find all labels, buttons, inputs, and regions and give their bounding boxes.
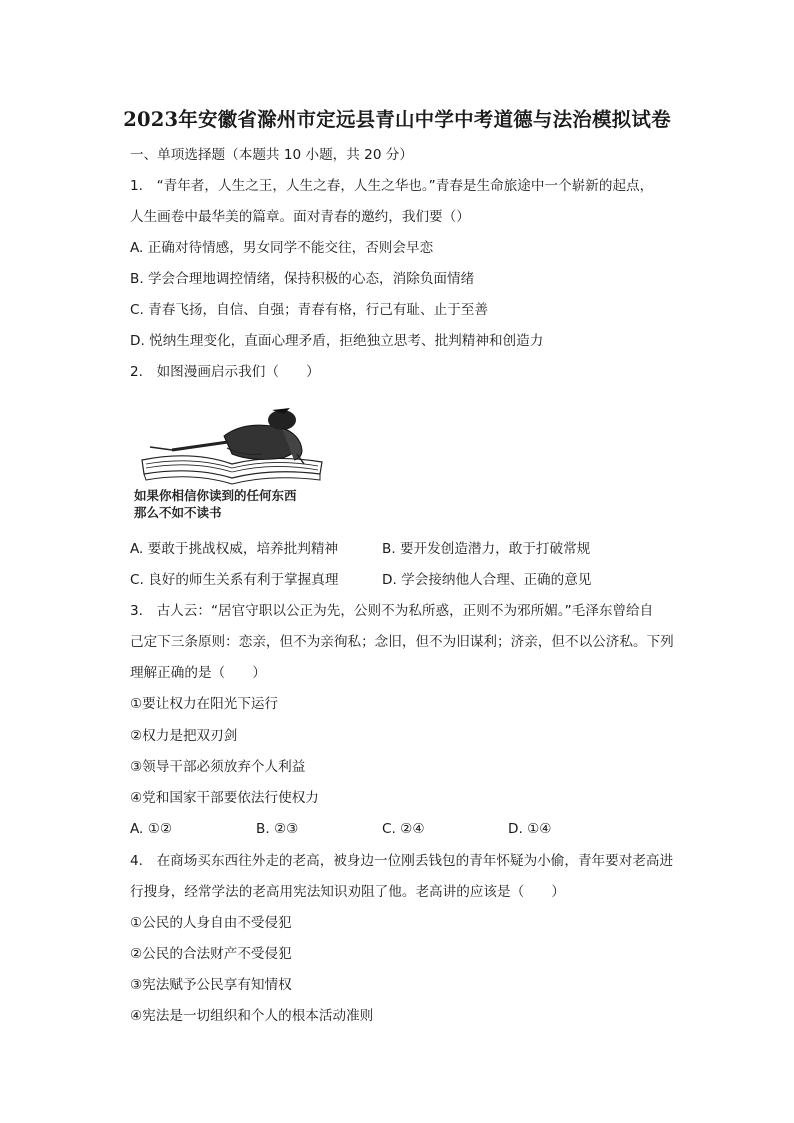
q3-statement-3: ③领导干部必须放弃个人利益	[130, 759, 306, 775]
exam-title: 2023年安徽省滁州市定远县青山中学中考道德与法治模拟试卷	[123, 108, 671, 131]
q2-option-d: D. 学会接纳他人合理、正确的意见	[382, 572, 592, 588]
q3-option-a: A. ①②	[130, 821, 173, 837]
q4-stem-line2: 行搜身，经常学法的老高用宪法知识劝阻了他。老高讲的应该是（ ）	[130, 884, 565, 900]
q3-option-c: C. ②④	[382, 821, 425, 837]
q3-stem-line1: 3. 古人云：“居官守职以公正为先，公则不为私所惑，正则不为邪所媚。”毛泽东曾给自	[130, 603, 654, 619]
q1-option-a: A. 正确对待情感，男女同学不能交往，否则会早恋	[130, 240, 434, 256]
q4-stem-line1: 4. 在商场买东西往外走的老高，被身边一位刚丢钱包的青年怀疑为小偷，青年要对老高进	[130, 853, 674, 869]
q3-option-d: D. ①④	[508, 821, 552, 837]
cartoon-caption-line1: 如果你相信你读到的任何东西	[134, 488, 297, 503]
q3-statement-1: ①要让权力在阳光下运行	[130, 696, 279, 712]
q2-stem: 2. 如图漫画启示我们（ ）	[130, 364, 320, 380]
q4-statement-2: ②公民的合法财产不受侵犯	[130, 946, 292, 962]
q3-stem-line3: 理解正确的是（ ）	[130, 665, 266, 681]
q3-statement-2: ②权力是把双刃剑	[130, 728, 238, 744]
q1-stem-line2: 人生画卷中最华美的篇章。面对青春的邀约，我们要（）	[130, 209, 470, 225]
section-heading: 一、单项选择题（本题共 10 小题，共 20 分）	[130, 147, 413, 163]
cartoon-caption-line2: 那么不如不读书	[134, 505, 222, 520]
q1-stem-line1: 1. “青年者，人生之王，人生之春，人生之华也。”青春是生命旅途中一个崭新的起点，	[130, 178, 654, 194]
cartoon-illustration	[132, 398, 332, 523]
q1-option-b: B. 学会合理地调控情绪，保持积极的心态，消除负面情绪	[130, 271, 475, 287]
q2-option-c: C. 良好的师生关系有利于掌握真理	[130, 572, 339, 588]
q1-option-d: D. 悦纳生理变化，直面心理矛盾，拒绝独立思考、批判精神和创造力	[130, 333, 544, 349]
q4-statement-1: ①公民的人身自由不受侵犯	[130, 915, 292, 931]
q2-option-a: A. 要敢于挑战权威，培养批判精神	[130, 541, 339, 557]
q3-stem-line2: 己定下三条原则：恋亲，但不为亲徇私；念旧，但不为旧谋利；济亲，但不以公济私。下列	[130, 634, 674, 650]
q3-statement-4: ④党和国家干部要依法行使权力	[130, 790, 319, 806]
q4-statement-3: ③宪法赋予公民享有知情权	[130, 977, 292, 993]
q1-option-c: C. 青春飞扬，自信、自强；青春有格，行己有耻、止于至善	[130, 302, 488, 318]
q3-option-b: B. ②③	[256, 821, 299, 837]
q2-option-b: B. 要开发创造潜力，敢于打破常规	[382, 541, 591, 557]
q4-statement-4: ④宪法是一切组织和个人的根本活动准则	[130, 1008, 374, 1024]
cartoon-image	[132, 398, 332, 523]
